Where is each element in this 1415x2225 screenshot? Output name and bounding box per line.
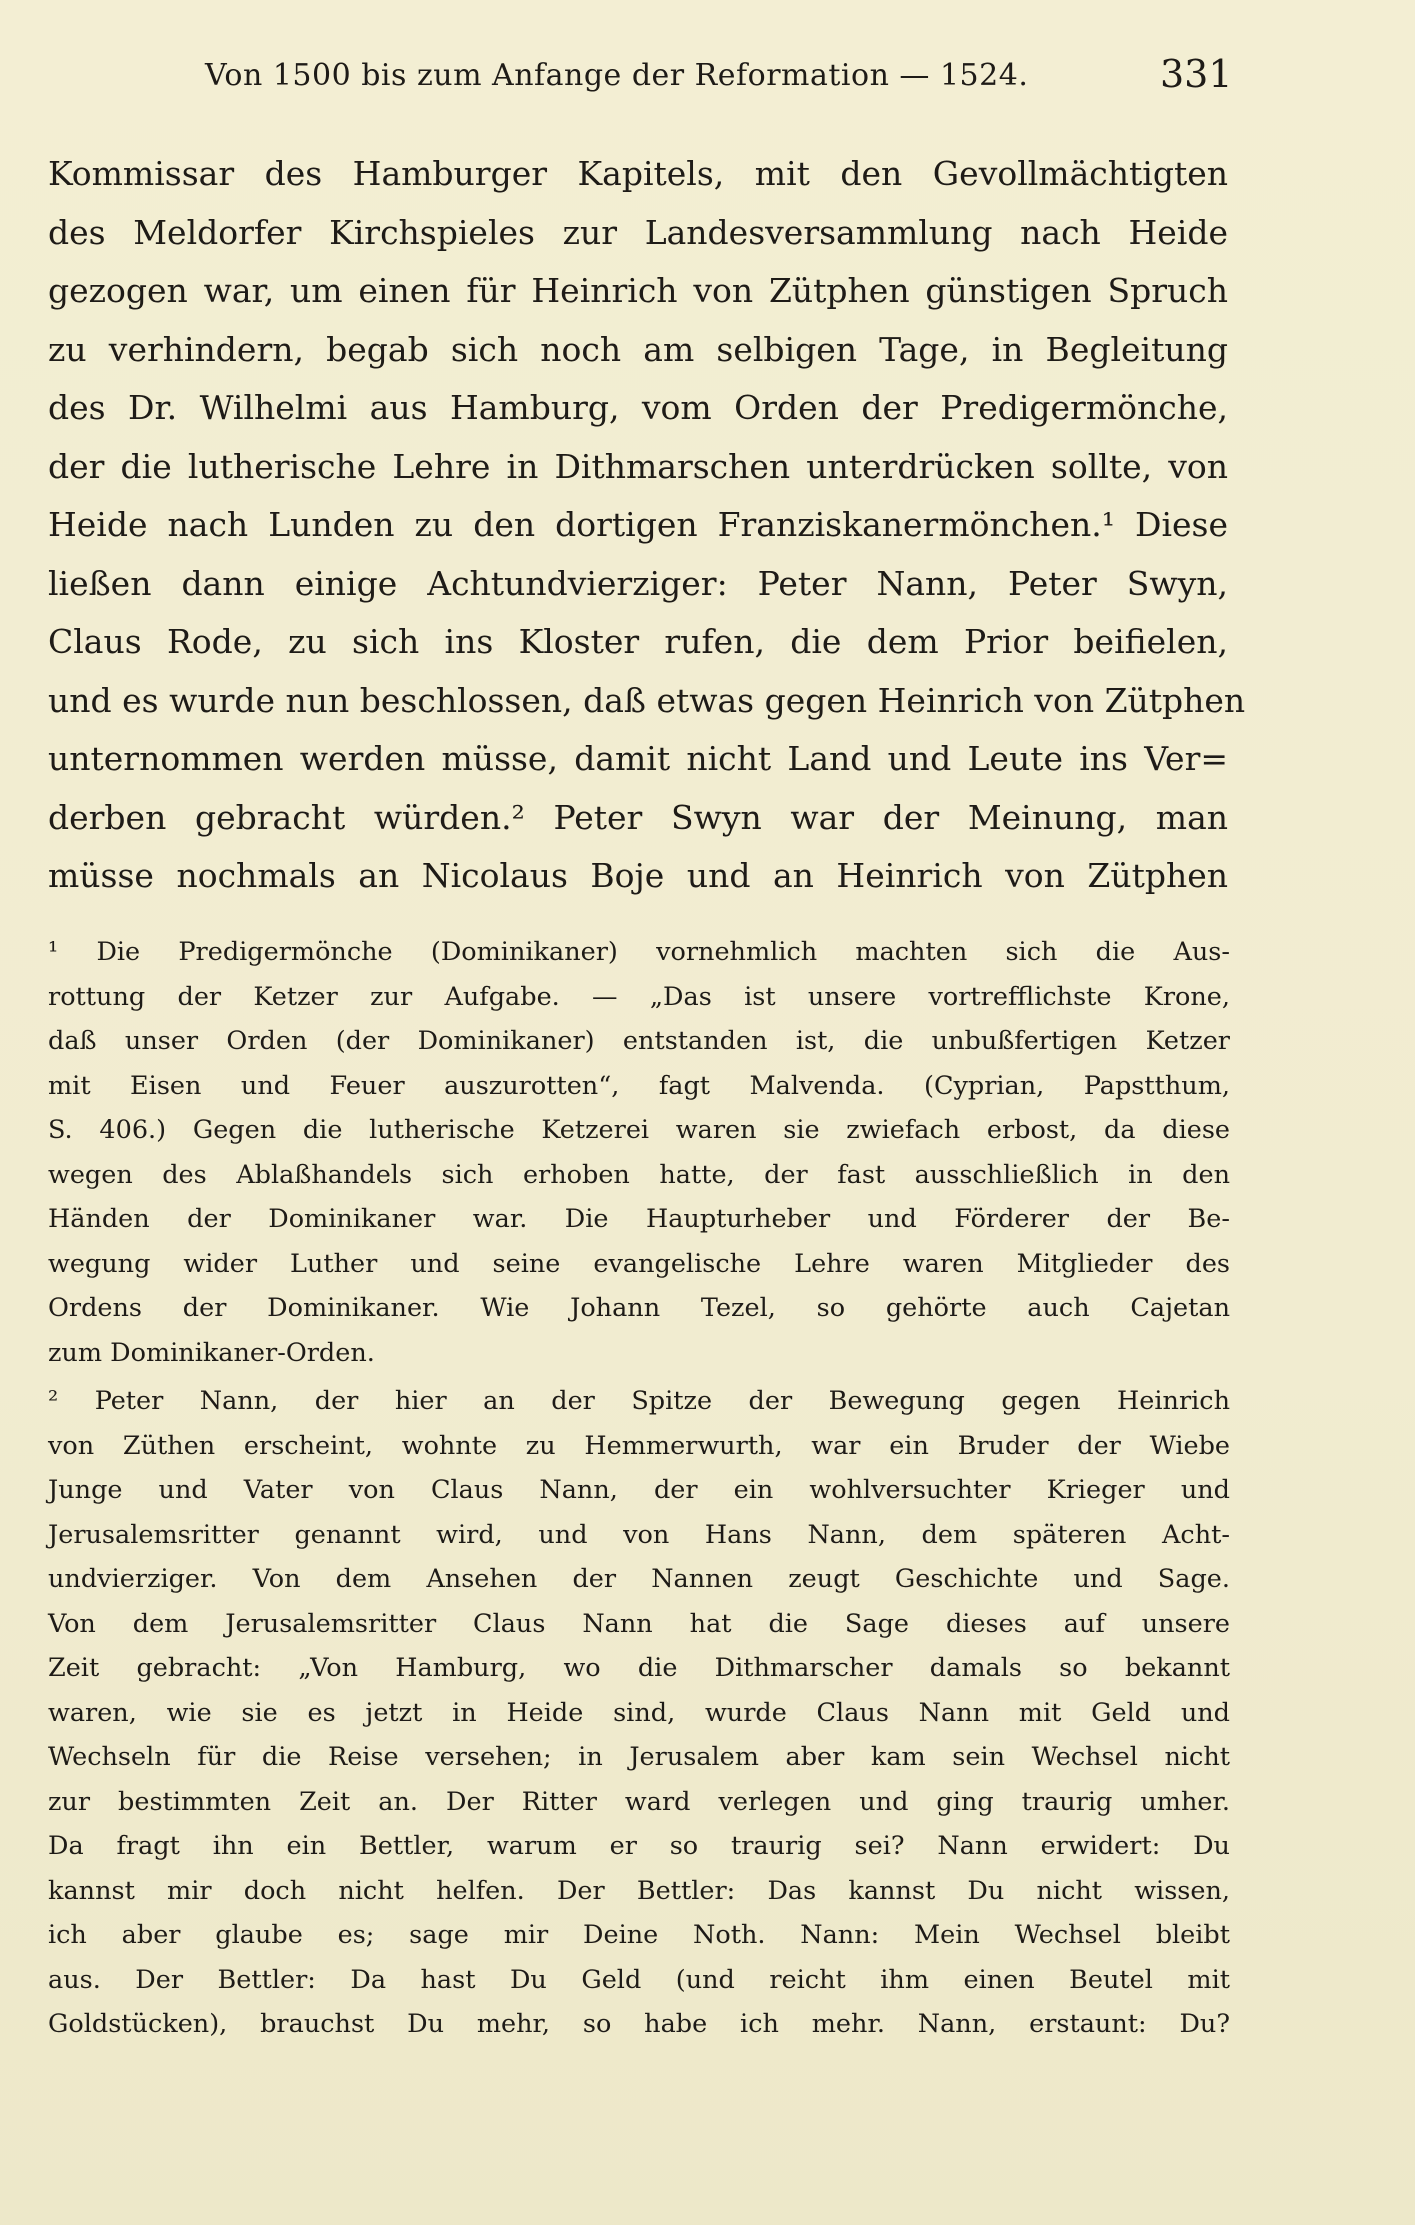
text-line: müsse nochmals an Nicolaus Boje und an Heinrich von Zütphen bbox=[48, 856, 1228, 895]
text-line: des Meldorfer Kirchspieles zur Landesversammlung nach Heide bbox=[48, 212, 1228, 252]
main-text bbox=[48, 145, 1246, 906]
text-line: des Dr. Wilhelmi aus Hamburg, vom Orden der Predigermönche, bbox=[48, 388, 1228, 427]
footnote-1-line: wegen des Ablaßhandels sich erhoben hatte, der fast ausschließlich in den bbox=[48, 1159, 1230, 1190]
footnote-2-line: Von dem Jerusalemsritter Claus Nann hat die Sage dieses auf unsere bbox=[48, 1608, 1230, 1639]
text-line: ließen dann einige Achtundvierziger: Peter Nann, Peter Swyn, bbox=[48, 563, 1228, 603]
footnote-1-line: mit Eisen und Feuer auszurotten“, fagt Malvenda. (Cyprian, Papstthum, bbox=[48, 1070, 1230, 1101]
text-line: und es wurde nun beschlossen, daß etwas gegen Heinrich von Zütphen bbox=[48, 680, 1246, 720]
footnotes bbox=[48, 930, 1230, 2047]
footnote-1-line: wegung wider Luther und seine evangelische Lehre waren Mitglieder des bbox=[48, 1248, 1230, 1279]
footnote-2-line: zur bestimmten Zeit an. Der Ritter ward verlegen und ging traurig umher. bbox=[48, 1786, 1230, 1817]
text-line: gezogen war, um einen für Heinrich von Zütphen günstigen Spruch bbox=[48, 271, 1228, 310]
footnote-1-line: S. 406.) Gegen die lutherische Ketzerei waren sie zwiefach erbost, da diese bbox=[48, 1115, 1230, 1145]
footnote-2-line: Goldstücken), brauchst Du mehr, so habe ich mehr. Nann, erstaunt: Du? bbox=[48, 2009, 1230, 2039]
footnote-2-line: Wechseln für die Reise versehen; in Jerusalem aber kam sein Wechsel nicht bbox=[48, 1742, 1230, 1772]
footnote-1-line: Händen der Dominikaner war. Die Haupturheber und Förderer der Be- bbox=[48, 1204, 1230, 1234]
text-line: Claus Rode, zu sich ins Kloster rufen, die dem Prior beifielen, bbox=[48, 622, 1228, 661]
footnote-1-line: rottung der Ketzer zur Aufgabe. — „Das ist unsere vortrefflichste Krone, bbox=[48, 981, 1230, 1012]
text-line: derben gebracht würden.² Peter Swyn war der Meinung, man bbox=[48, 797, 1228, 837]
running-head bbox=[0, 52, 1415, 118]
footnote-1-line: zum Dominikaner-Orden. bbox=[48, 1337, 375, 1368]
footnote-2-line: Da fragt ihn ein Bettler, warum er so traurig sei? Nann erwidert: Du bbox=[48, 1831, 1230, 1861]
page-number: 331 bbox=[1160, 52, 1233, 96]
footnote-2-line: aus. Der Bettler: Da hast Du Geld (und reicht ihm einen Beutel mit bbox=[48, 1964, 1230, 1995]
footnote-2-line: ² Peter Nann, der hier an der Spitze der Bewegung gegen Heinrich bbox=[48, 1386, 1230, 1416]
footnote-2-line: Zeit gebracht: „Von Hamburg, wo die Dithmarscher damals so bekannt bbox=[48, 1653, 1230, 1683]
footnote-2-line: von Züthen erscheint, wohnte zu Hemmerwurth, war ein Bruder der Wiebe bbox=[48, 1430, 1230, 1461]
text-line: zu verhindern, begab sich noch am selbigen Tage, in Begleitung bbox=[48, 329, 1228, 369]
footnote-2-line: Junge und Vater von Claus Nann, der ein wohlversuchter Krieger und bbox=[48, 1475, 1230, 1505]
footnote-1-line: daß unser Orden (der Dominikaner) entstanden ist, die unbußfertigen Ketzer bbox=[48, 1026, 1230, 1056]
running-title: Von 1500 bis zum Anfange der Reformation — 1524. bbox=[205, 58, 1029, 93]
footnote-2-line: undvierziger. Von dem Ansehen der Nannen zeugt Geschichte und Sage. bbox=[48, 1564, 1230, 1594]
footnote-2-line: waren, wie sie es jetzt in Heide sind, wurde Claus Nann mit Geld und bbox=[48, 1697, 1230, 1728]
footnote-2-line: Jerusalemsritter genannt wird, und von Hans Nann, dem späteren Acht- bbox=[48, 1519, 1230, 1550]
text-line: unternommen werden müsse, damit nicht Land und Leute ins Ver= bbox=[48, 739, 1228, 778]
footnote-2-line: kannst mir doch nicht helfen. Der Bettler: Das kannst Du nicht wissen, bbox=[48, 1875, 1230, 1906]
footnote-2-line: ich aber glaube es; sage mir Deine Noth. Nann: Mein Wechsel bleibt bbox=[48, 1920, 1230, 1950]
text-line: der die lutherische Lehre in Dithmarschen unterdrücken sollte, von bbox=[48, 446, 1228, 486]
footnote-1-line: Ordens der Dominikaner. Wie Johann Tezel, so gehörte auch Cajetan bbox=[48, 1293, 1230, 1323]
text-line: Heide nach Lunden zu den dortigen Franziskanermönchen.¹ Diese bbox=[48, 505, 1228, 544]
text-line: Kommissar des Hamburger Kapitels, mit den Gevollmächtigten bbox=[48, 154, 1228, 193]
footnote-1-line: ¹ Die Predigermönche (Dominikaner) vornehmlich machten sich die Aus- bbox=[48, 937, 1230, 967]
